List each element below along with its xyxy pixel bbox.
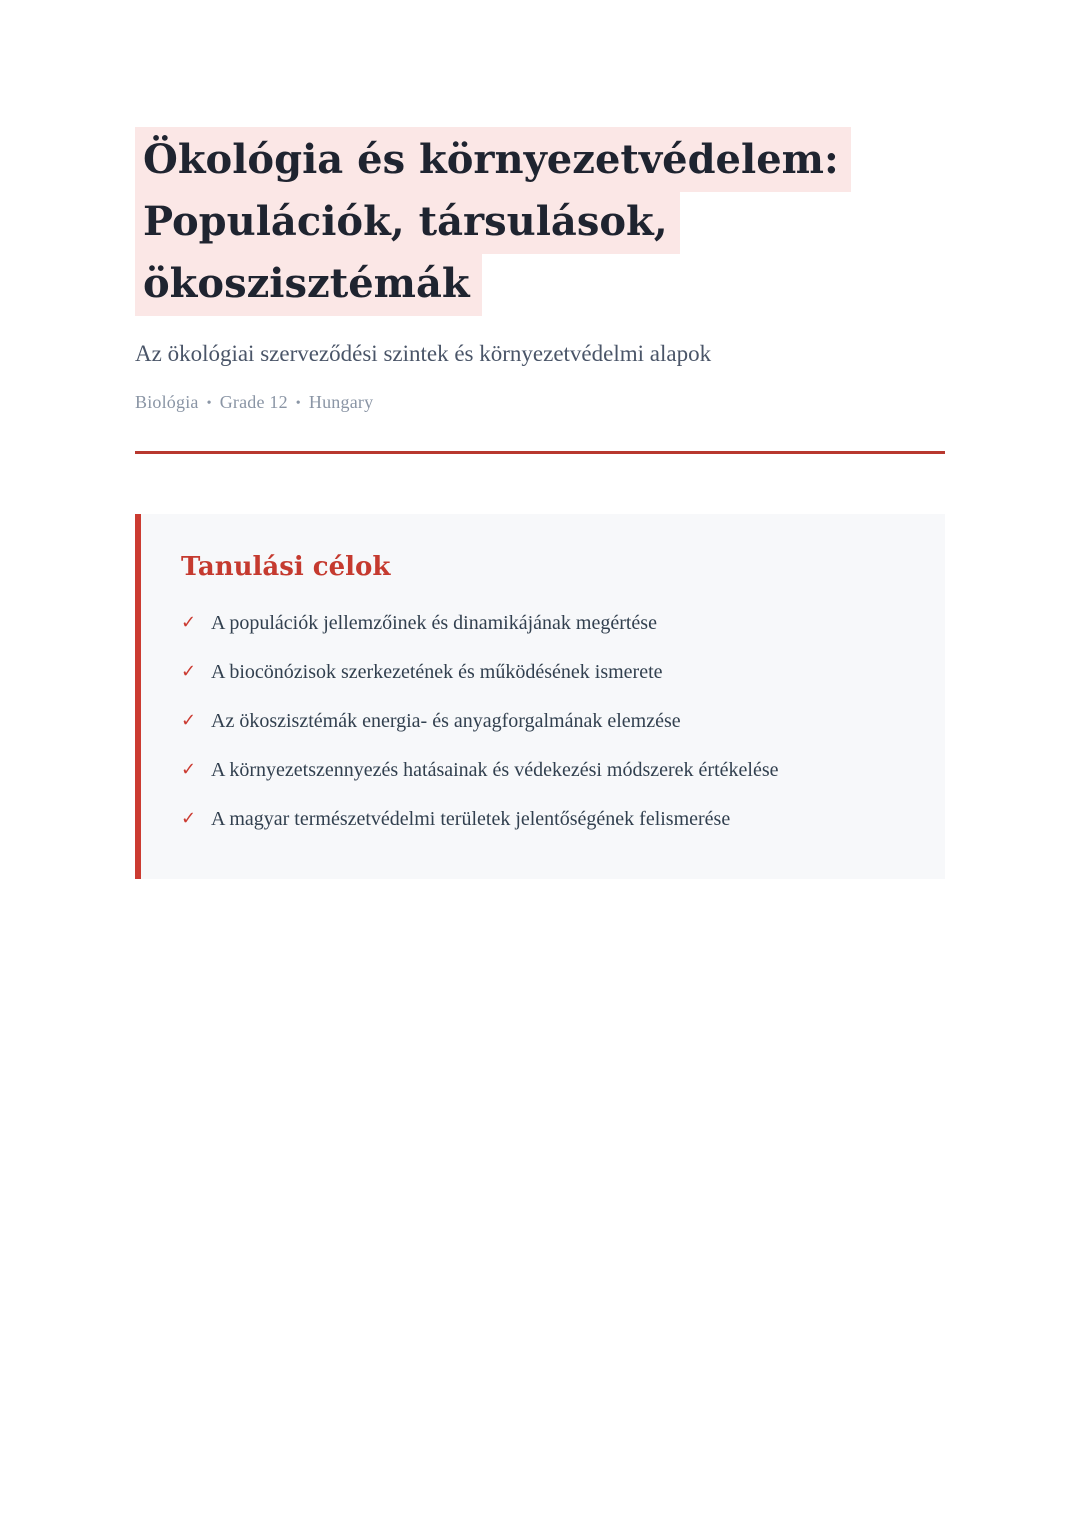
meta-separator: • [295,396,301,412]
goal-item-text: A magyar természetvédelmi területek jelentőségének felismerése [211,808,731,831]
checkmark-icon: ✓ [181,612,197,634]
learning-goals-card [135,514,945,879]
meta-grade: Grade 12 [219,392,288,413]
meta-subject: Biológia [135,392,199,413]
goal-item [181,706,905,737]
goal-item [181,804,905,835]
goal-item-text: A populációk jellemzőinek és dinamikájának megértése [211,612,657,635]
meta-separator: • [206,396,212,412]
goal-item [181,608,905,639]
goal-item-text: Az ökoszisztémák energia- és anyagforgalmának elemzése [211,710,681,733]
section-divider [135,451,945,454]
checkmark-icon: ✓ [181,710,197,732]
page-subtitle: Az ökológiai szerveződési szintek és környezetvédelmi alapok [135,341,712,366]
page-title-line-2: Populációk, társulások, [135,202,945,242]
checkmark-icon: ✓ [181,808,197,830]
checkmark-icon: ✓ [181,759,197,781]
goal-item-text: A környezetszennyezés hatásainak és védekezési módszerek értékelése [211,759,779,782]
goal-item-text: A biocönózisok szerkezetének és működésének ismerete [211,661,663,684]
page-title [135,136,945,307]
meta-row [135,392,945,413]
page-title-line-3: ökoszisztémák [135,264,945,304]
goal-item [181,755,905,786]
page-title-line-1: Ökológia és környezetvédelem: [135,140,945,180]
learning-goals-list [181,608,905,835]
checkmark-icon: ✓ [181,661,197,683]
goal-item [181,657,905,688]
meta-country: Hungary [308,392,374,413]
learning-goals-heading: Tanulási célok [181,552,391,583]
